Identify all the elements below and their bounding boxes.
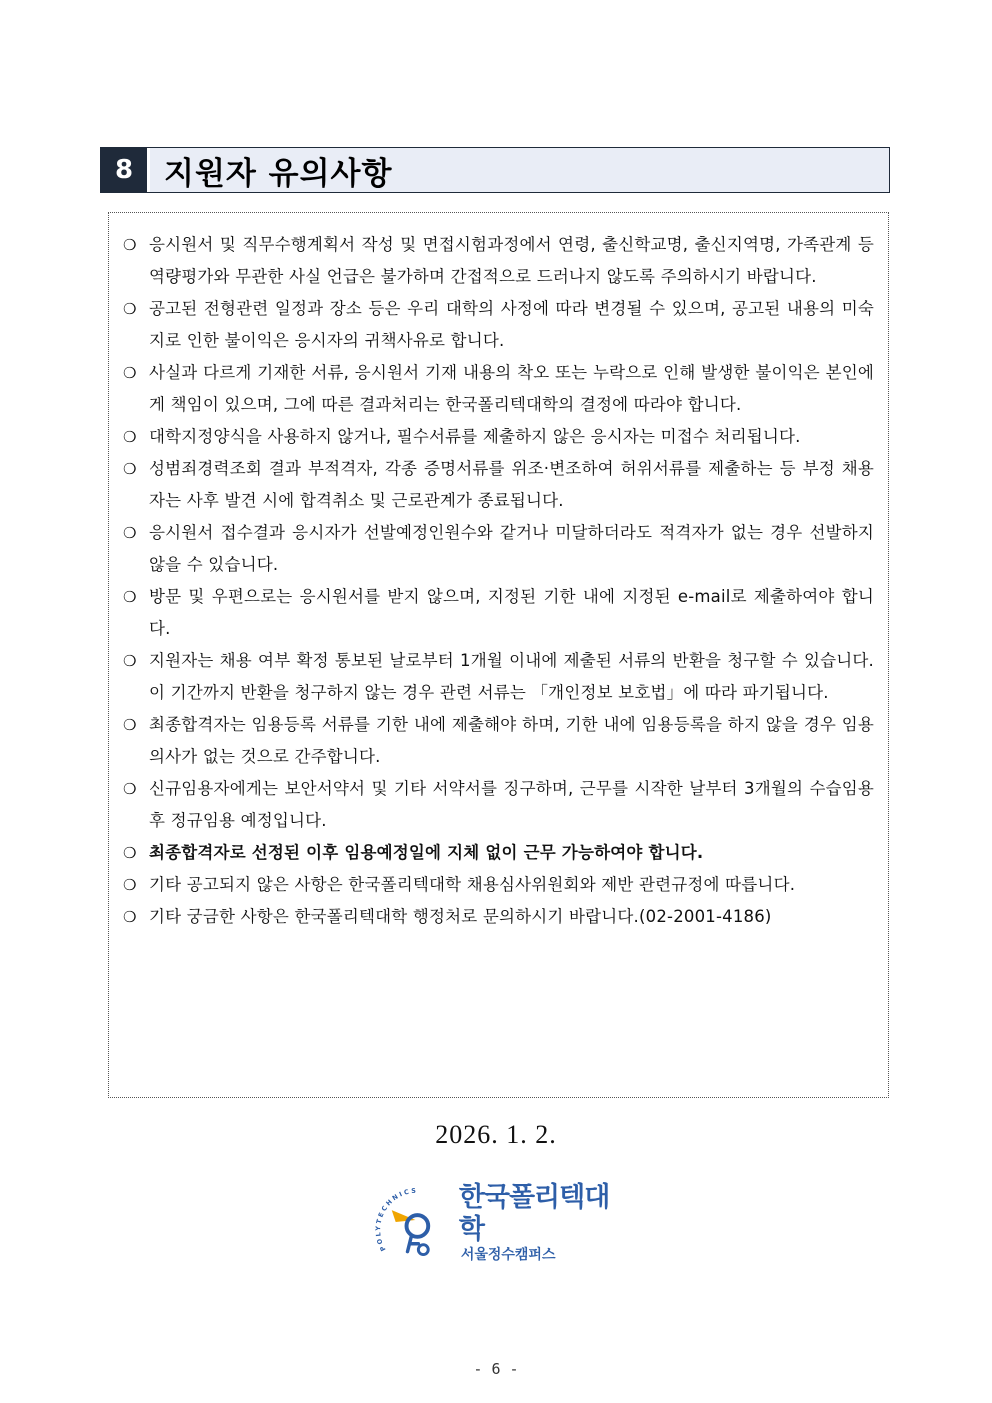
- notice-text: 신규임용자에게는 보안서약서 및 기타 서약서를 징구하며, 근무를 시작한 날부터 3개월의 수습임용 후 정규임용 예정입니다.: [149, 779, 874, 830]
- circle-bullet-icon: ❍: [123, 844, 137, 862]
- notice-item: [121, 357, 876, 421]
- notice-item: [121, 581, 876, 645]
- section-number: 8: [101, 148, 147, 192]
- notice-text: 기타 공고되지 않은 사항은 한국폴리텍대학 채용심사위원회와 제반 관련규정에 따릅니다.: [149, 875, 796, 894]
- polytechnics-emblem-icon: [372, 1180, 459, 1266]
- notice-item: [121, 645, 876, 709]
- notice-item: [121, 709, 876, 773]
- notice-text: 응시원서 접수결과 응시자가 선발예정인원수와 같거나 미달하더라도 적격자가 없는 경우 선발하지 않을 수 있습니다.: [149, 523, 874, 574]
- section-title: 지원자 유의사항: [164, 155, 393, 192]
- logo-arc-text: POLYTECHNICS: [374, 1186, 419, 1253]
- announcement-date: 2026. 1. 2.: [435, 1120, 557, 1149]
- notice-item: [121, 229, 876, 293]
- notice-item: [121, 901, 876, 933]
- circle-bullet-icon: ❍: [123, 876, 137, 894]
- section-header: [100, 147, 890, 193]
- notice-text: 기타 궁금한 사항은 한국폴리텍대학 행정처로 문의하시기 바랍니다.(02-2001-4186): [149, 907, 772, 926]
- notice-text: 지원자는 채용 여부 확정 통보된 날로부터 1개월 이내에 제출된 서류의 반환을 청구할 수 있습니다. 이 기간까지 반환을 청구하지 않는 경우 관련 서류는 「개인정보 보호법」에 따라 파기됩니다.: [149, 651, 874, 702]
- notice-text: 최종합격자로 선정된 이후 임용예정일에 지체 없이 근무 가능하여야 합니다.: [149, 843, 704, 862]
- notice-item: [121, 293, 876, 357]
- notice-item: [121, 421, 876, 453]
- notice-item: [121, 773, 876, 837]
- circle-bullet-icon: ❍: [123, 428, 137, 446]
- circle-bullet-icon: ❍: [123, 652, 137, 670]
- circle-bullet-icon: ❍: [123, 460, 137, 478]
- notice-text: 응시원서 및 직무수행계획서 작성 및 면접시험과정에서 연령, 출신학교명, 출신지역명, 가족관계 등 역량평가와 무관한 사실 언급은 불가하며 간접적으로 드러나지 않도록 주의하시기 바랍니다.: [149, 235, 874, 286]
- notice-text: 성범죄경력조회 결과 부적격자, 각종 증명서류를 위조·변조하여 허위서류를 제출하는 등 부정 채용자는 사후 발견 시에 합격취소 및 근로관계가 종료됩니다.: [149, 459, 874, 510]
- circle-bullet-icon: ❍: [123, 300, 137, 318]
- circle-bullet-icon: ❍: [123, 364, 137, 382]
- notice-box: [108, 212, 889, 1098]
- circle-bullet-icon: ❍: [123, 236, 137, 254]
- circle-bullet-icon: ❍: [123, 524, 137, 542]
- circle-bullet-icon: ❍: [123, 780, 137, 798]
- circle-bullet-icon: ❍: [123, 588, 137, 606]
- notice-text: 최종합격자는 임용등록 서류를 기한 내에 제출해야 하며, 기한 내에 임용등록을 하지 않을 경우 임용 의사가 없는 것으로 간주합니다.: [149, 715, 874, 766]
- university-logo: [372, 1180, 632, 1266]
- notice-item-emphasized: [121, 837, 876, 869]
- circle-bullet-icon: ❍: [123, 716, 137, 734]
- notice-item: [121, 453, 876, 517]
- notice-text: 공고된 전형관련 일정과 장소 등은 우리 대학의 사정에 따라 변경될 수 있으며, 공고된 내용의 미숙지로 인한 불이익은 응시자의 귀책사유로 합니다.: [149, 299, 874, 350]
- logo-text-block: [459, 1182, 632, 1264]
- notice-item: [121, 517, 876, 581]
- notice-text: 대학지정양식을 사용하지 않거나, 필수서류를 제출하지 않은 응시자는 미접수 처리됩니다.: [149, 427, 801, 446]
- page-number: - 6 -: [473, 1360, 519, 1378]
- section-title-container: [147, 148, 889, 192]
- university-name: 한국폴리텍대학: [458, 1182, 610, 1245]
- notice-item: [121, 869, 876, 901]
- notice-text: 방문 및 우편으로는 응시원서를 받지 않으며, 지정된 기한 내에 지정된 e-mail로 제출하여야 합니다.: [149, 587, 874, 638]
- circle-bullet-icon: ❍: [123, 908, 137, 926]
- campus-name: 서울정수캠퍼스: [460, 1247, 556, 1263]
- notice-text: 사실과 다르게 기재한 서류, 응시원서 기재 내용의 착오 또는 누락으로 인해 발생한 불이익은 본인에게 책임이 있으며, 그에 따른 결과처리는 한국폴리텍대학의 결정에 따라야 합니다.: [149, 363, 874, 414]
